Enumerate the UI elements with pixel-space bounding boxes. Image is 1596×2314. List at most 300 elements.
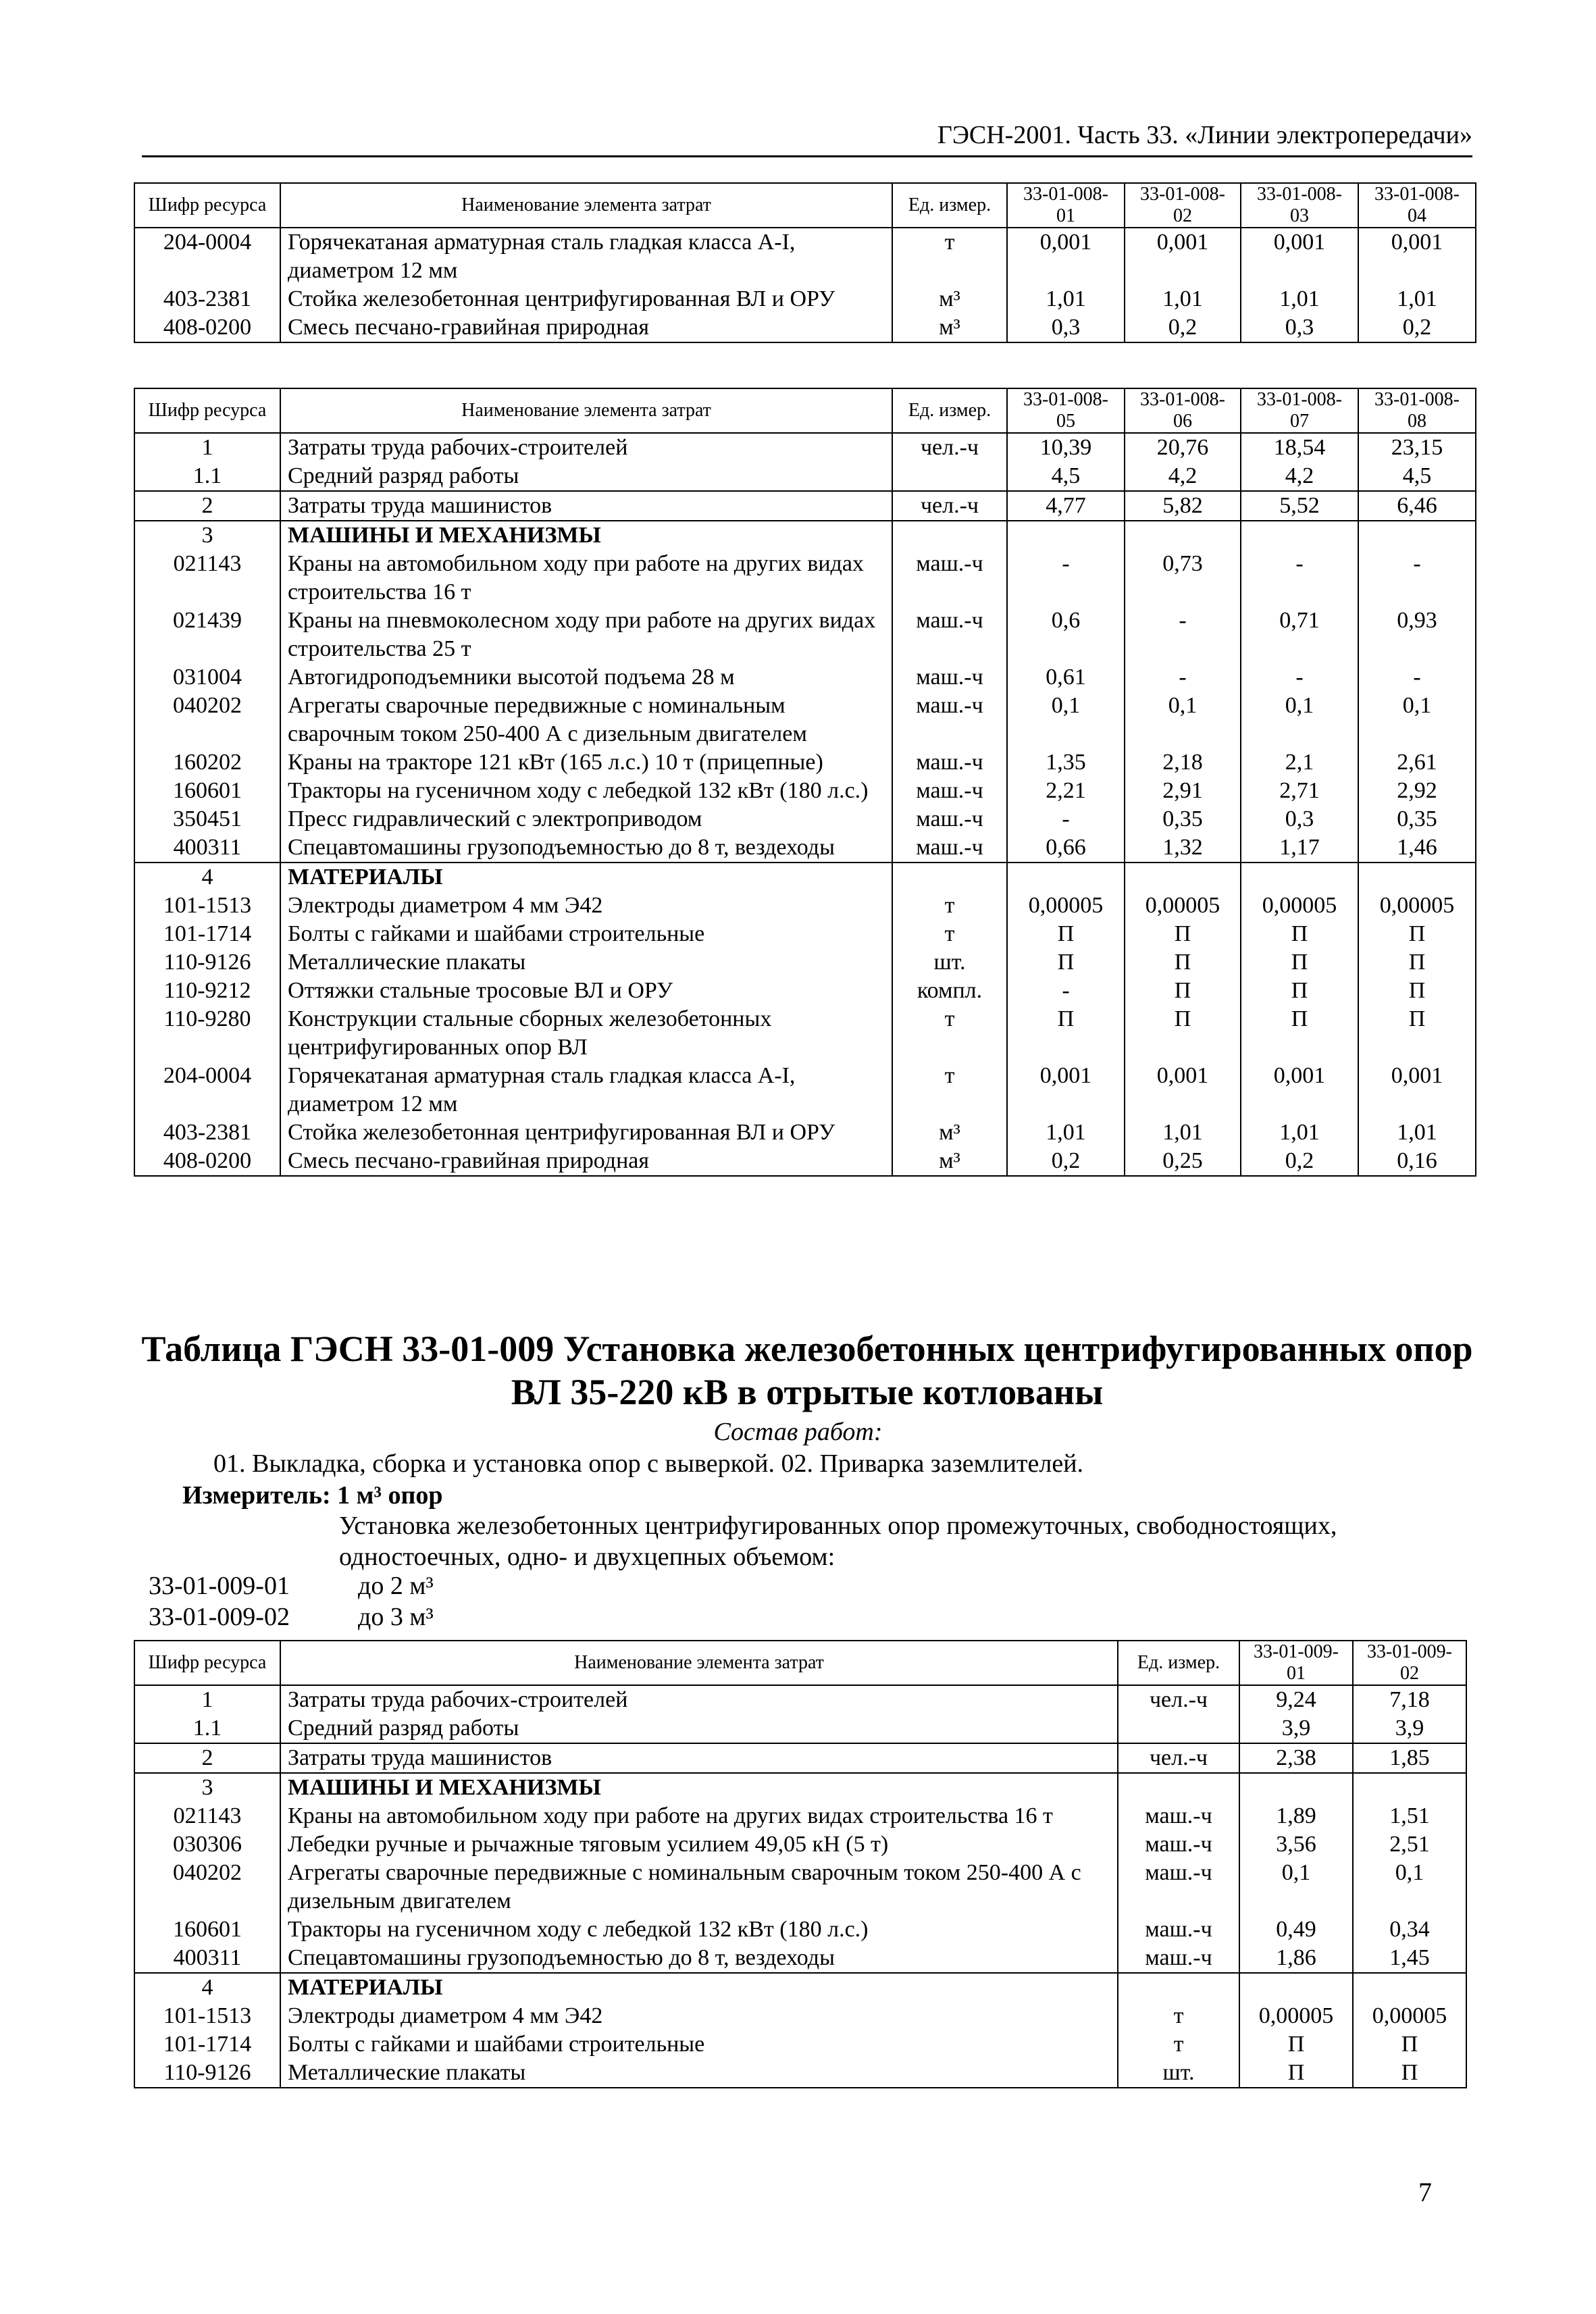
header-col: 33-01-008-08 <box>1358 388 1476 433</box>
cell-name: Спецавтомашины грузоподъемностью до 8 т, вездеходы <box>280 833 892 863</box>
cell-unit: т <box>892 1062 1007 1119</box>
table-row <box>134 833 1476 863</box>
cell-value: П <box>1007 948 1125 977</box>
cell-value <box>1239 1973 1353 2002</box>
cell-value: 23,15 <box>1358 433 1476 462</box>
cell-value: 20,76 <box>1125 433 1241 462</box>
cell-unit <box>892 462 1007 491</box>
table-row <box>134 1685 1466 1714</box>
cell-code: 1 <box>134 1685 280 1714</box>
resource-table-009 <box>134 1640 1467 2088</box>
cell-value: П <box>1358 920 1476 948</box>
cell-value: 0,35 <box>1125 805 1241 833</box>
cell-value: 7,18 <box>1353 1685 1466 1714</box>
composition-text: 01. Выкладка, сборка и установка опор с выверкой. 02. Приварка заземлителей. <box>213 1449 1084 1478</box>
cell-code: 1 <box>134 433 280 462</box>
cell-value: - <box>1358 663 1476 692</box>
cell-value: 0,001 <box>1241 1062 1358 1119</box>
cell-code: 030306 <box>134 1830 280 1859</box>
cell-value: 4,5 <box>1007 462 1125 491</box>
cell-name: Лебедки ручные и рычажные тяговым усилием 49,05 кН (5 т) <box>280 1830 1118 1859</box>
cell-unit: маш.-ч <box>892 663 1007 692</box>
cell-name: Металлические плакаты <box>280 948 892 977</box>
cell-value: - <box>1241 663 1358 692</box>
cell-value: 2,61 <box>1358 748 1476 777</box>
cell-value: П <box>1007 920 1125 948</box>
cell-value: 0,001 <box>1125 228 1241 285</box>
cell-value: П <box>1241 977 1358 1005</box>
cell-code: 021143 <box>134 550 280 607</box>
table-row <box>134 1802 1466 1830</box>
cell-code: 408-0200 <box>134 1147 280 1176</box>
cell-name: Автогидроподъемники высотой подъема 28 м <box>280 663 892 692</box>
cell-value: П <box>1358 948 1476 977</box>
table-header-row <box>134 388 1476 433</box>
table-row <box>134 550 1476 607</box>
cell-unit: маш.-ч <box>1118 1830 1239 1859</box>
cell-value: 0,16 <box>1358 1147 1476 1176</box>
table-row <box>134 805 1476 833</box>
cell-unit: маш.-ч <box>892 805 1007 833</box>
cell-unit: т <box>1118 2030 1239 2059</box>
cell-name: Болты с гайками и шайбами строительные <box>280 2030 1118 2059</box>
cell-value: 0,61 <box>1007 663 1125 692</box>
cell-code: 040202 <box>134 1859 280 1916</box>
cell-value: 0,00005 <box>1007 892 1125 920</box>
cell-code: 101-1513 <box>134 2002 280 2030</box>
cell-value: - <box>1007 805 1125 833</box>
cell-name: МАТЕРИАЛЫ <box>280 1973 1118 2002</box>
table-header-row <box>134 1641 1466 1685</box>
cell-unit: компл. <box>892 977 1007 1005</box>
table-row <box>134 1944 1466 1973</box>
header-col: 33-01-008-07 <box>1241 388 1358 433</box>
cell-value: 4,2 <box>1125 462 1241 491</box>
cell-value: 0,001 <box>1241 228 1358 285</box>
cell-value: 2,92 <box>1358 777 1476 805</box>
cell-code: 400311 <box>134 833 280 863</box>
header-name: Наименование элемента затрат <box>280 388 892 433</box>
cell-name: Агрегаты сварочные передвижные с номинальным сварочным током 250-400 А с дизельным двигателем <box>280 692 892 748</box>
cell-value <box>1125 521 1241 550</box>
cell-unit: маш.-ч <box>1118 1916 1239 1944</box>
cell-value: 1,86 <box>1239 1944 1353 1973</box>
header-col: 33-01-008-05 <box>1007 388 1125 433</box>
cell-value: 0,71 <box>1241 607 1358 663</box>
cell-value: 0,2 <box>1241 1147 1358 1176</box>
cell-value: 1,85 <box>1353 1743 1466 1773</box>
cell-name: Затраты труда машинистов <box>280 1743 1118 1773</box>
cell-value: 1,45 <box>1353 1944 1466 1973</box>
cell-code: 101-1714 <box>134 2030 280 2059</box>
cell-unit: чел.-ч <box>892 433 1007 462</box>
cell-code: 204-0004 <box>134 228 280 285</box>
table-row <box>134 748 1476 777</box>
cell-code: 101-1714 <box>134 920 280 948</box>
header-unit: Ед. измер. <box>892 183 1007 228</box>
cell-value <box>1353 1973 1466 2002</box>
cell-unit: м³ <box>892 313 1007 342</box>
table-row <box>134 977 1476 1005</box>
header-unit: Ед. измер. <box>892 388 1007 433</box>
cell-value: 0,3 <box>1241 805 1358 833</box>
cell-value: 3,9 <box>1353 1714 1466 1743</box>
cell-value <box>1241 863 1358 892</box>
cell-code: 021439 <box>134 607 280 663</box>
header-col: 33-01-008-01 <box>1007 183 1125 228</box>
table-row <box>134 285 1476 313</box>
cell-unit: маш.-ч <box>892 692 1007 748</box>
header-unit: Ед. измер. <box>1118 1641 1239 1685</box>
cell-name: Средний разряд работы <box>280 1714 1118 1743</box>
cell-value: 10,39 <box>1007 433 1125 462</box>
cell-name: Агрегаты сварочные передвижные с номинальным сварочным током 250-400 А с дизельным двигателем <box>280 1859 1118 1916</box>
cell-name: Горячекатаная арматурная сталь гладкая класса А-I, диаметром 12 мм <box>280 1062 892 1119</box>
cell-value: 1,01 <box>1007 285 1125 313</box>
cell-unit: м³ <box>892 1119 1007 1147</box>
cell-code: 110-9126 <box>134 2059 280 2088</box>
cell-value: 9,24 <box>1239 1685 1353 1714</box>
cell-value: 2,1 <box>1241 748 1358 777</box>
cell-value: 0,25 <box>1125 1147 1241 1176</box>
cell-code: 110-9212 <box>134 977 280 1005</box>
cell-unit <box>1118 1973 1239 2002</box>
table-row <box>134 2030 1466 2059</box>
cell-value: 0,1 <box>1239 1859 1353 1916</box>
cell-value: П <box>1125 1005 1241 1062</box>
cell-value: 1,32 <box>1125 833 1241 863</box>
cell-name: МАТЕРИАЛЫ <box>280 863 892 892</box>
cell-name: Электроды диаметром 4 мм Э42 <box>280 2002 1118 2030</box>
header-col: 33-01-009-01 <box>1239 1641 1353 1685</box>
cell-unit: м³ <box>892 285 1007 313</box>
cell-value: П <box>1125 977 1241 1005</box>
cell-value: 0,2 <box>1358 313 1476 342</box>
cell-value: 2,71 <box>1241 777 1358 805</box>
header-code: Шифр ресурса <box>134 388 280 433</box>
cell-value <box>1239 1773 1353 1802</box>
cell-value: 1,01 <box>1125 285 1241 313</box>
header-name: Наименование элемента затрат <box>280 183 892 228</box>
cell-code: 4 <box>134 1973 280 2002</box>
cell-name: Краны на тракторе 121 кВт (165 л.с.) 10 т (прицепные) <box>280 748 892 777</box>
cell-value: 0,00005 <box>1358 892 1476 920</box>
cell-name: Пресс гидравлический с электроприводом <box>280 805 892 833</box>
cell-value: 0,1 <box>1125 692 1241 748</box>
cell-value: 0,35 <box>1358 805 1476 833</box>
header-col: 33-01-008-03 <box>1241 183 1358 228</box>
cell-name: МАШИНЫ И МЕХАНИЗМЫ <box>280 521 892 550</box>
cell-value: П <box>1241 1005 1358 1062</box>
table-row <box>134 777 1476 805</box>
cell-value: 0,1 <box>1353 1859 1466 1916</box>
cell-value <box>1125 863 1241 892</box>
cell-value: 0,001 <box>1007 228 1125 285</box>
table-row <box>134 1119 1476 1147</box>
header-col: 33-01-008-02 <box>1125 183 1241 228</box>
cell-name: Затраты труда рабочих-строителей <box>280 1685 1118 1714</box>
cell-name: Смесь песчано-гравийная природная <box>280 1147 892 1176</box>
cell-code: 408-0200 <box>134 313 280 342</box>
table-row <box>134 433 1476 462</box>
cell-value: 0,00005 <box>1241 892 1358 920</box>
cell-value: 0,001 <box>1358 1062 1476 1119</box>
cell-unit: т <box>892 920 1007 948</box>
cell-name: Болты с гайками и шайбами строительные <box>280 920 892 948</box>
page-number: 7 <box>1418 2177 1432 2207</box>
cell-value: 1,01 <box>1358 1119 1476 1147</box>
cell-value: - <box>1007 550 1125 607</box>
cell-value: П <box>1125 948 1241 977</box>
cell-value: - <box>1125 663 1241 692</box>
resource-table-008-05-08 <box>134 388 1476 1177</box>
cell-name: Смесь песчано-гравийная природная <box>280 313 892 342</box>
cell-value: - <box>1241 550 1358 607</box>
cell-name: Электроды диаметром 4 мм Э42 <box>280 892 892 920</box>
table-row <box>134 228 1476 285</box>
cell-value: 0,001 <box>1358 228 1476 285</box>
cell-value: 1,01 <box>1007 1119 1125 1147</box>
cell-value <box>1353 1773 1466 1802</box>
cell-name: МАШИНЫ И МЕХАНИЗМЫ <box>280 1773 1118 1802</box>
cell-unit: т <box>892 1005 1007 1062</box>
variant-code: 33-01-009-01 <box>149 1572 290 1600</box>
header-col: 33-01-008-04 <box>1358 183 1476 228</box>
cell-code: 350451 <box>134 805 280 833</box>
cell-value: 0,6 <box>1007 607 1125 663</box>
table-row <box>134 1147 1476 1176</box>
cell-value: 1,89 <box>1239 1802 1353 1830</box>
table-row <box>134 920 1476 948</box>
cell-value: 0,66 <box>1007 833 1125 863</box>
cell-value: 0,93 <box>1358 607 1476 663</box>
cell-name: Краны на автомобильном ходу при работе на других видах строительства 16 т <box>280 550 892 607</box>
table-row <box>134 313 1476 342</box>
cell-name: Стойка железобетонная центрифугированная ВЛ и ОРУ <box>280 1119 892 1147</box>
cell-value: 3,9 <box>1239 1714 1353 1743</box>
cell-value: 1,17 <box>1241 833 1358 863</box>
cell-code: 403-2381 <box>134 285 280 313</box>
cell-value: 1,01 <box>1241 285 1358 313</box>
cell-name: Средний разряд работы <box>280 462 892 491</box>
cell-code: 1.1 <box>134 1714 280 1743</box>
cell-value: 2,38 <box>1239 1743 1353 1773</box>
table-row <box>134 1916 1466 1944</box>
cell-value: 0,00005 <box>1239 2002 1353 2030</box>
cell-value: 0,1 <box>1241 692 1358 748</box>
cell-unit: маш.-ч <box>892 607 1007 663</box>
cell-value: 0,001 <box>1125 1062 1241 1119</box>
cell-name: Краны на пневмоколесном ходу при работе на других видах строительства 25 т <box>280 607 892 663</box>
cell-value: 1,01 <box>1125 1119 1241 1147</box>
cell-value: П <box>1241 920 1358 948</box>
table-row <box>134 663 1476 692</box>
cell-unit: маш.-ч <box>892 748 1007 777</box>
cell-unit: т <box>892 228 1007 285</box>
cell-value: - <box>1007 977 1125 1005</box>
cell-unit: маш.-ч <box>892 777 1007 805</box>
cell-code: 204-0004 <box>134 1062 280 1119</box>
cell-value: 5,82 <box>1125 491 1241 521</box>
cell-value: 0,2 <box>1125 313 1241 342</box>
table-row <box>134 948 1476 977</box>
cell-code: 400311 <box>134 1944 280 1973</box>
cell-unit <box>892 863 1007 892</box>
meter-text: Измеритель: 1 м³ опор <box>182 1481 443 1510</box>
cell-name: Конструкции стальные сборных железобетонных центрифугированных опор ВЛ <box>280 1005 892 1062</box>
table-row <box>134 692 1476 748</box>
cell-unit: м³ <box>892 1147 1007 1176</box>
table-row <box>134 1830 1466 1859</box>
variant-item <box>149 1602 434 1632</box>
cell-code: 021143 <box>134 1802 280 1830</box>
cell-code: 403-2381 <box>134 1119 280 1147</box>
cell-unit: шт. <box>1118 2059 1239 2088</box>
cell-value: 0,1 <box>1358 692 1476 748</box>
cell-value <box>1241 521 1358 550</box>
table-row <box>134 462 1476 491</box>
header-code: Шифр ресурса <box>134 183 280 228</box>
variant-code: 33-01-009-02 <box>149 1603 290 1631</box>
cell-code: 3 <box>134 1773 280 1802</box>
cell-unit: маш.-ч <box>1118 1944 1239 1973</box>
table-row <box>134 1005 1476 1062</box>
cell-value: 0,34 <box>1353 1916 1466 1944</box>
table-row <box>134 491 1476 521</box>
cell-value: 0,001 <box>1007 1062 1125 1119</box>
cell-name: Горячекатаная арматурная сталь гладкая класса А-I, диаметром 12 мм <box>280 228 892 285</box>
cell-code: 160601 <box>134 777 280 805</box>
variant-item <box>149 1571 434 1601</box>
cell-code: 110-9280 <box>134 1005 280 1062</box>
cell-value: 0,00005 <box>1125 892 1241 920</box>
cell-value: 2,51 <box>1353 1830 1466 1859</box>
cell-value: 4,2 <box>1241 462 1358 491</box>
cell-code: 3 <box>134 521 280 550</box>
cell-value: 4,77 <box>1007 491 1125 521</box>
cell-unit: маш.-ч <box>1118 1859 1239 1916</box>
table-row <box>134 2059 1466 2088</box>
cell-code: 031004 <box>134 663 280 692</box>
resource-table-008-01-04 <box>134 182 1476 343</box>
cell-code: 4 <box>134 863 280 892</box>
cell-value: - <box>1358 550 1476 607</box>
cell-code: 2 <box>134 491 280 521</box>
composition-heading: Состав работ: <box>713 1418 883 1446</box>
cell-value: П <box>1239 2030 1353 2059</box>
cell-unit: шт. <box>892 948 1007 977</box>
cell-value: П <box>1358 1005 1476 1062</box>
cell-name: Металлические плакаты <box>280 2059 1118 2088</box>
cell-value: 18,54 <box>1241 433 1358 462</box>
cell-value: 0,49 <box>1239 1916 1353 1944</box>
cell-unit: т <box>1118 2002 1239 2030</box>
cell-unit: чел.-ч <box>1118 1685 1239 1714</box>
cell-name: Спецавтомашины грузоподъемностью до 8 т, вездеходы <box>280 1944 1118 1973</box>
table-title: Таблица ГЭСН 33-01-009 Установка железобетонных центрифугированных опор ВЛ 35-220 кВ в отрытые котлованы <box>141 1329 1473 1412</box>
cell-unit: маш.-ч <box>1118 1802 1239 1830</box>
cell-value: П <box>1239 2059 1353 2088</box>
cell-code: 1.1 <box>134 462 280 491</box>
cell-value: П <box>1241 948 1358 977</box>
table-row <box>134 1773 1466 1802</box>
cell-value: 0,00005 <box>1353 2002 1466 2030</box>
cell-value: 0,2 <box>1007 1147 1125 1176</box>
cell-code: 2 <box>134 1743 280 1773</box>
table-row <box>134 2002 1466 2030</box>
table-row <box>134 1714 1466 1743</box>
cell-name: Затраты труда машинистов <box>280 491 892 521</box>
cell-name: Затраты труда рабочих-строителей <box>280 433 892 462</box>
cell-unit <box>1118 1773 1239 1802</box>
variant-text: до 2 м³ <box>358 1572 434 1600</box>
cell-value: 0,73 <box>1125 550 1241 607</box>
cell-value: 6,46 <box>1358 491 1476 521</box>
cell-code: 110-9126 <box>134 948 280 977</box>
cell-value: 1,01 <box>1241 1119 1358 1147</box>
header-code: Шифр ресурса <box>134 1641 280 1685</box>
page-header: ГЭСН-2001. Часть 33. «Линии электропередачи» <box>142 120 1472 157</box>
cell-code: 040202 <box>134 692 280 748</box>
cell-value: - <box>1125 607 1241 663</box>
header-col: 33-01-008-06 <box>1125 388 1241 433</box>
cell-value: 1,01 <box>1358 285 1476 313</box>
cell-value: 1,51 <box>1353 1802 1466 1830</box>
cell-code: 160202 <box>134 748 280 777</box>
cell-unit: чел.-ч <box>892 491 1007 521</box>
cell-value: 0,3 <box>1007 313 1125 342</box>
cell-code: 101-1513 <box>134 892 280 920</box>
description-text: Установка железобетонных центрифугированных опор промежуточных, свободностоящих, одностоечных, одно- и двухцепных объемом: <box>339 1512 1337 1571</box>
cell-value: П <box>1358 977 1476 1005</box>
cell-value: 3,56 <box>1239 1830 1353 1859</box>
cell-code: 160601 <box>134 1916 280 1944</box>
variant-text: до 3 м³ <box>358 1603 434 1631</box>
table-row <box>134 607 1476 663</box>
cell-name: Краны на автомобильном ходу при работе на других видах строительства 16 т <box>280 1802 1118 1830</box>
cell-value: 0,1 <box>1007 692 1125 748</box>
cell-value: П <box>1353 2030 1466 2059</box>
cell-value <box>1007 521 1125 550</box>
cell-unit: т <box>892 892 1007 920</box>
cell-name: Стойка железобетонная центрифугированная ВЛ и ОРУ <box>280 285 892 313</box>
cell-value <box>1358 863 1476 892</box>
cell-value: 1,35 <box>1007 748 1125 777</box>
cell-value: 2,18 <box>1125 748 1241 777</box>
cell-value: 5,52 <box>1241 491 1358 521</box>
cell-name: Оттяжки стальные тросовые ВЛ и ОРУ <box>280 977 892 1005</box>
cell-value: П <box>1353 2059 1466 2088</box>
table-row <box>134 892 1476 920</box>
cell-name: Тракторы на гусеничном ходу с лебедкой 132 кВт (180 л.с.) <box>280 777 892 805</box>
cell-value: П <box>1007 1005 1125 1062</box>
cell-name: Тракторы на гусеничном ходу с лебедкой 132 кВт (180 л.с.) <box>280 1916 1118 1944</box>
table-row <box>134 1973 1466 2002</box>
cell-value: 2,21 <box>1007 777 1125 805</box>
table-header-row <box>134 183 1476 228</box>
cell-unit: маш.-ч <box>892 550 1007 607</box>
cell-value <box>1007 863 1125 892</box>
cell-unit: маш.-ч <box>892 833 1007 863</box>
header-col: 33-01-009-02 <box>1353 1641 1466 1685</box>
cell-value: 2,91 <box>1125 777 1241 805</box>
table-row <box>134 863 1476 892</box>
cell-value: П <box>1125 920 1241 948</box>
table-row <box>134 1743 1466 1773</box>
table-row <box>134 1062 1476 1119</box>
table-row <box>134 1859 1466 1916</box>
cell-value: 1,46 <box>1358 833 1476 863</box>
